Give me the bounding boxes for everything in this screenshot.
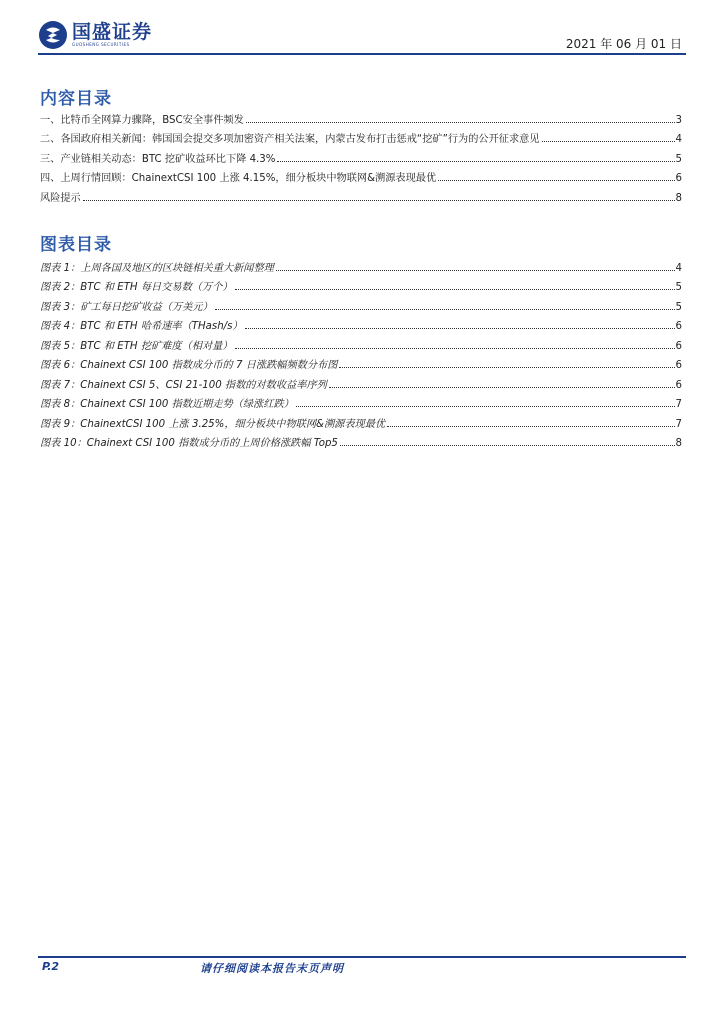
dot-leader — [246, 122, 675, 123]
toc-entry-page: 6 — [675, 360, 682, 371]
dot-leader — [235, 289, 675, 290]
toc-entry-title: 图表 3：矿工每日挖矿收益（万美元） — [40, 301, 213, 313]
toc-entry-title: 图表 4：BTC 和 ETH 哈希速率（THash/s） — [40, 321, 243, 332]
figures-list — [40, 254, 682, 449]
toc-entry[interactable] — [40, 274, 682, 294]
toc-entry[interactable] — [40, 184, 682, 204]
dot-leader — [542, 141, 675, 142]
company-logo — [38, 20, 152, 50]
dot-leader — [276, 270, 675, 271]
toc-entry-title: 图表 1：上周各国及地区的区块链相关重大新闻整理 — [40, 262, 274, 274]
dot-leader — [387, 426, 674, 427]
contents-title: 内容目录 — [40, 89, 112, 109]
dot-leader — [277, 161, 674, 162]
toc-entry-title: 四、上周行情回顾：ChainextCSI 100 上涨 4.15%，细分板块中物联网&溯源表现最优 — [40, 173, 437, 184]
toc-entry-page: 8 — [675, 192, 682, 204]
header-divider — [38, 53, 686, 55]
page-header — [38, 20, 686, 54]
toc-entry[interactable] — [40, 126, 682, 146]
toc-entry[interactable] — [40, 410, 682, 430]
toc-entry[interactable] — [40, 430, 682, 450]
toc-entry[interactable] — [40, 332, 682, 352]
toc-entry-page: 8 — [675, 438, 682, 449]
disclaimer-note: 请仔细阅读本报告末页声明 — [200, 962, 344, 975]
toc-entry-page: 6 — [675, 321, 682, 332]
toc-entry[interactable] — [40, 313, 682, 333]
report-date: 2021 年 06 月 01 日 — [565, 37, 682, 51]
page-number: P.2 — [42, 960, 60, 973]
dot-leader — [339, 367, 674, 368]
dot-leader — [245, 328, 675, 329]
toc-entry-title: 图表 5：BTC 和 ETH 挖矿难度（相对量） — [40, 340, 233, 352]
toc-entry[interactable] — [40, 391, 682, 411]
toc-entry-page: 5 — [675, 282, 682, 293]
toc-entry[interactable] — [40, 165, 682, 185]
toc-entry-title: 三、产业链相关动态：BTC 挖矿收益环比下降 4.3% — [40, 153, 276, 165]
logo-name-en: GUOSHENG SECURITIES — [72, 42, 130, 47]
dot-leader — [235, 348, 675, 349]
toc-entry-page: 6 — [675, 173, 682, 184]
toc-entry[interactable] — [40, 293, 682, 313]
footer-divider — [38, 956, 686, 958]
toc-entry[interactable] — [40, 371, 682, 391]
logo-name-cn: 国盛证券 — [72, 21, 153, 43]
toc-entry-page: 6 — [675, 379, 682, 391]
contents-list — [40, 106, 682, 204]
toc-entry-page: 6 — [675, 340, 682, 352]
toc-entry[interactable] — [40, 254, 682, 274]
toc-entry-title: 图表 7：Chainext CSI 5、CSI 21-100 指数的对数收益率序列 — [40, 379, 327, 391]
toc-entry[interactable] — [40, 352, 682, 372]
toc-entry-page: 4 — [675, 134, 682, 145]
dot-leader — [215, 309, 675, 310]
toc-entry-page: 3 — [675, 114, 682, 126]
toc-entry-title: 图表 6：Chainext CSI 100 指数成分币的 7 日涨跌幅频数分布图 — [40, 360, 338, 371]
toc-entry-title: 图表 9：ChainextCSI 100 上涨 3.25%，细分板块中物联网&溯源表现最优 — [40, 418, 386, 430]
dot-leader — [438, 180, 674, 181]
toc-entry-page: 5 — [675, 301, 682, 313]
dot-leader — [340, 445, 675, 446]
toc-entry-page: 5 — [675, 153, 682, 165]
toc-entry-title: 图表 10：Chainext CSI 100 指数成分币的上周价格涨跌幅 Top5 — [40, 438, 338, 449]
toc-entry-title: 一、比特币全网算力骤降，BSC安全事件频发 — [40, 114, 244, 126]
toc-entry-page: 4 — [675, 262, 682, 274]
toc-entry-title: 图表 8：Chainext CSI 100 指数近期走势（绿涨红跌） — [40, 399, 294, 410]
toc-entry[interactable] — [40, 106, 682, 126]
toc-entry-title: 风险提示 — [40, 192, 81, 204]
figures-title: 图表目录 — [40, 235, 112, 255]
toc-entry-title: 二、各国政府相关新闻：韩国国会提交多项加密资产相关法案，内蒙古发布打击惩戒“挖矿”行为的公开征求意见 — [40, 134, 540, 145]
toc-entry[interactable] — [40, 145, 682, 165]
dot-leader — [296, 406, 675, 407]
toc-entry-page: 7 — [675, 399, 682, 410]
toc-entry-page: 7 — [675, 418, 682, 430]
guosheng-logo-icon — [38, 20, 68, 50]
dot-leader — [329, 387, 675, 388]
dot-leader — [83, 200, 675, 201]
toc-entry-title: 图表 2：BTC 和 ETH 每日交易数（万个） — [40, 282, 233, 293]
